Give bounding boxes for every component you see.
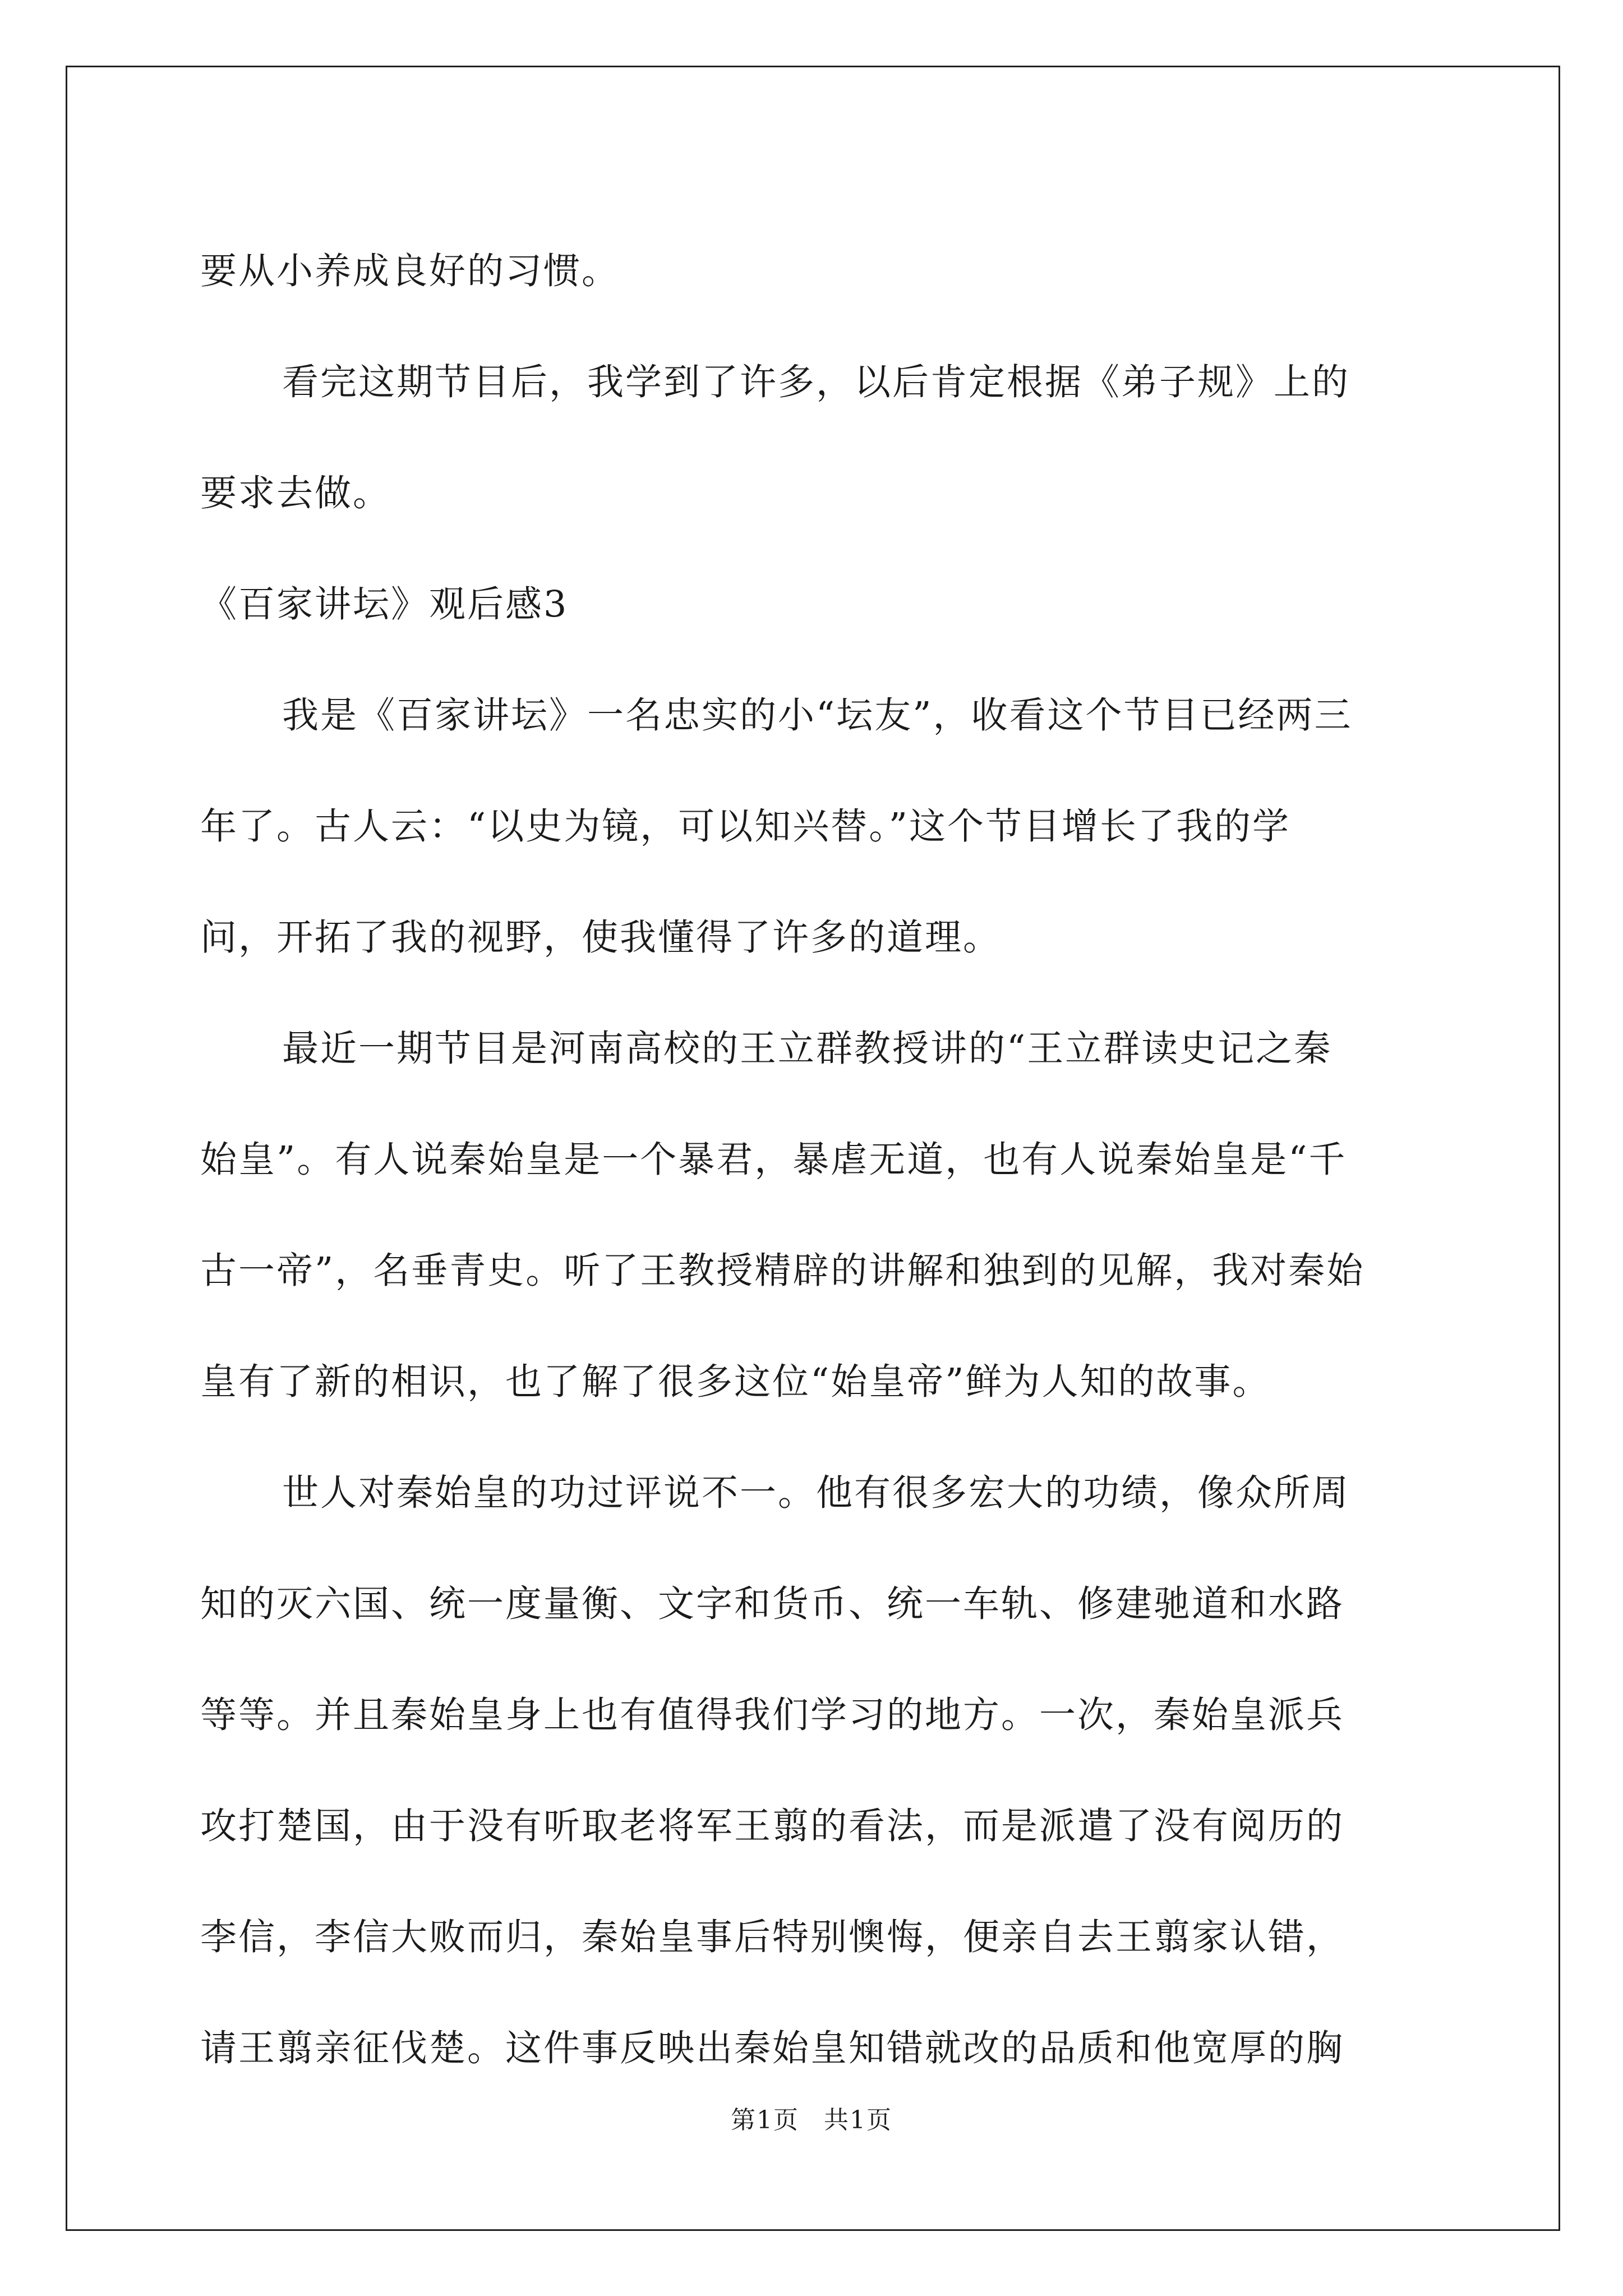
page-number: 第1页 bbox=[731, 2106, 799, 2134]
paragraph bbox=[200, 660, 1434, 993]
document-body bbox=[200, 216, 1434, 2104]
text-line: 要求去做。 bbox=[200, 472, 391, 514]
text-line: 李信，李信大败而归，秦始皇事后特别懊悔，便亲自去王翦家认错， bbox=[200, 1916, 1345, 1958]
paragraph bbox=[200, 1438, 1434, 2104]
paragraph bbox=[200, 327, 1434, 549]
text-line: 问，开拓了我的视野，使我懂得了许多的道理。 bbox=[200, 917, 1002, 959]
text-line: 看完这期节目后，我学到了许多，以后肯定根据《弟子规》上的 bbox=[282, 361, 1350, 403]
heading-text: 《百家讲坛》观后感3 bbox=[200, 583, 569, 625]
page-total: 共1页 bbox=[824, 2106, 892, 2134]
text-line: 请王翦亲征伐楚。这件事反映出秦始皇知错就改的品质和他宽厚的胸 bbox=[200, 2027, 1345, 2069]
paragraph bbox=[200, 216, 1434, 327]
text-line: 年了。古人云：“以史为镜，可以知兴替。”这个节目增长了我的学 bbox=[200, 806, 1290, 848]
text-line: 要从小养成良好的习惯。 bbox=[200, 250, 620, 292]
text-line: 世人对秦始皇的功过评说不一。他有很多宏大的功绩，像众所周 bbox=[282, 1472, 1350, 1514]
text-line: 知的灭六国、统一度量衡、文字和货币、统一车轨、修建驰道和水路 bbox=[200, 1583, 1345, 1625]
page-footer bbox=[0, 2100, 1623, 2136]
paragraph bbox=[200, 993, 1434, 1438]
text-line: 我是《百家讲坛》一名忠实的小“坛友”，收看这个节目已经两三 bbox=[282, 694, 1353, 737]
text-line: 等等。并且秦始皇身上也有值得我们学习的地方。一次，秦始皇派兵 bbox=[200, 1694, 1345, 1736]
text-line: 最近一期节目是河南高校的王立群教授讲的“王立群读史记之秦 bbox=[282, 1028, 1332, 1070]
section-heading bbox=[200, 549, 1434, 660]
text-line: 攻打楚国，由于没有听取老将军王翦的看法，而是派遣了没有阅历的 bbox=[200, 1805, 1345, 1847]
text-line: 古一帝”，名垂青史。听了王教授精辟的讲解和独到的见解，我对秦始 bbox=[200, 1250, 1365, 1292]
text-line: 始皇”。有人说秦始皇是一个暴君，暴虐无道，也有人说秦始皇是“千 bbox=[200, 1139, 1347, 1181]
text-line: 皇有了新的相识，也了解了很多这位“始皇帝”鲜为人知的故事。 bbox=[200, 1361, 1271, 1403]
